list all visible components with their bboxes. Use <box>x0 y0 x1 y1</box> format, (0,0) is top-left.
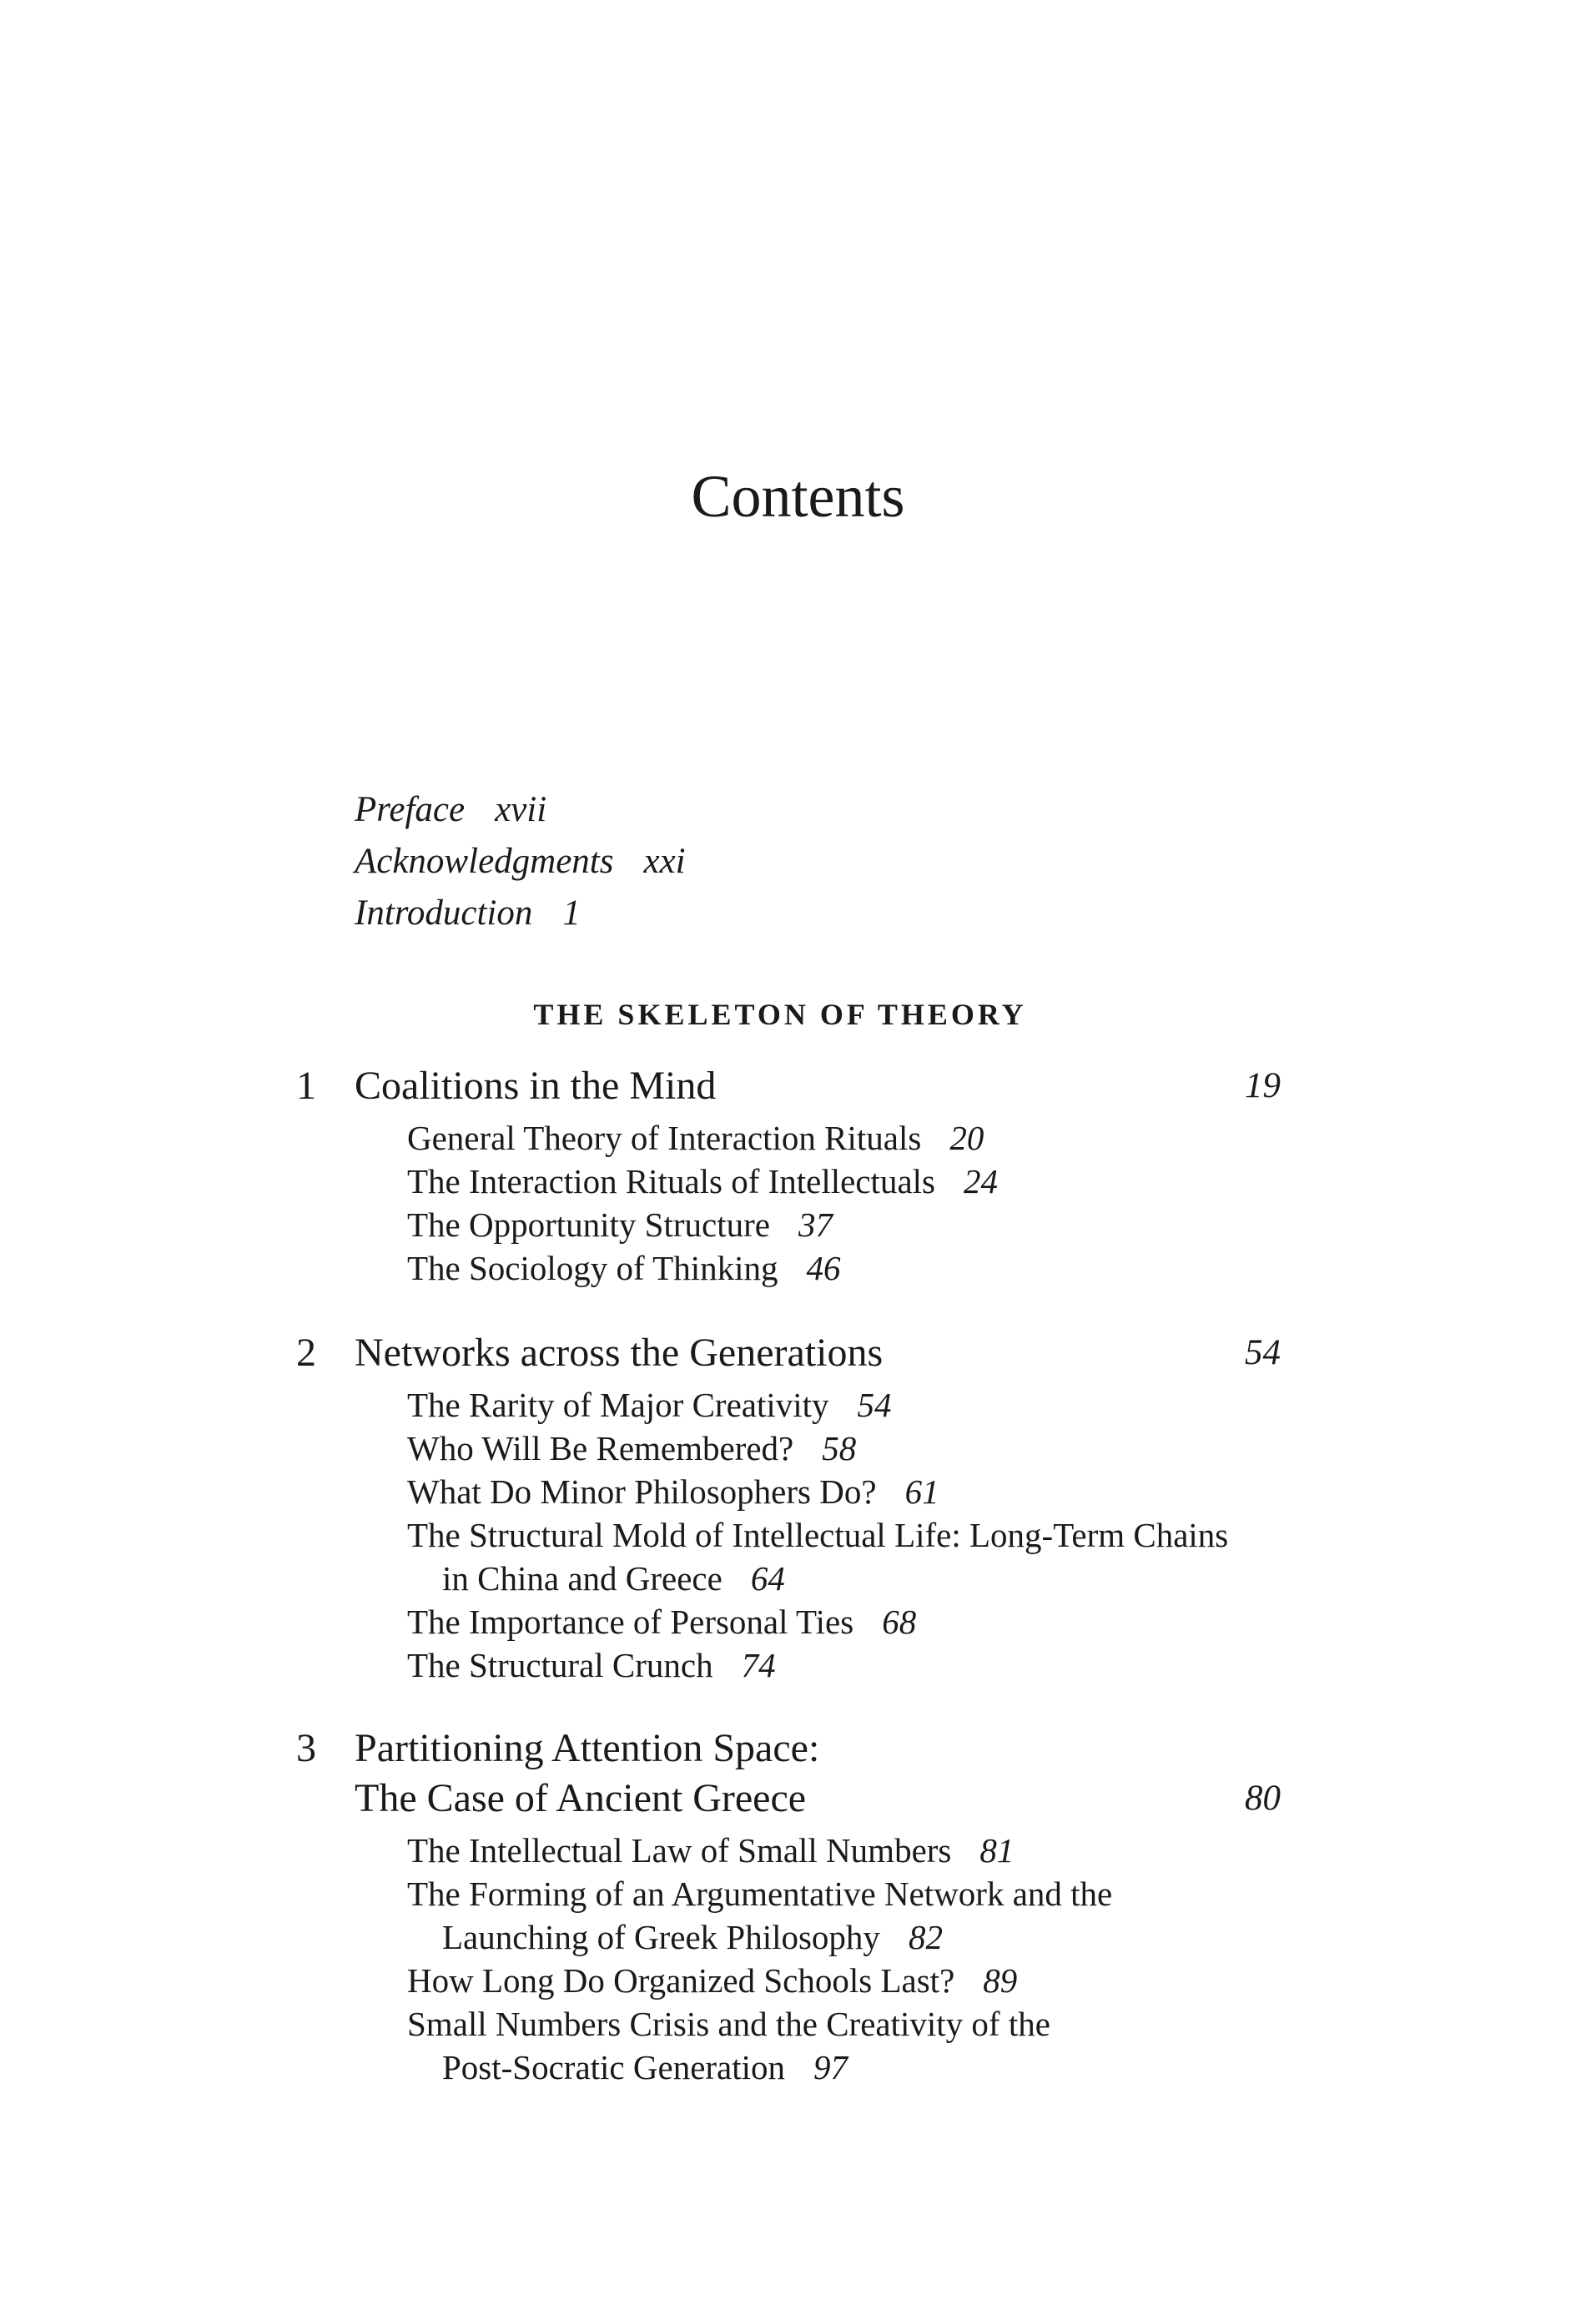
section-entry[interactable] <box>407 1600 1281 1643</box>
section-page: 81 <box>979 1831 1014 1870</box>
section-page: 54 <box>857 1386 892 1424</box>
chapter-2 <box>296 1328 1281 1687</box>
section-title: The Opportunity Structure <box>407 1205 770 1244</box>
chapter-title: Networks across the Generations <box>355 1331 884 1375</box>
chapter-heading[interactable] <box>296 1724 1281 1824</box>
section-entry[interactable] <box>407 1246 1281 1290</box>
front-matter-label: Preface <box>355 790 466 829</box>
section-page: 58 <box>822 1429 857 1467</box>
section-title: The Structural Mold of Intellectual Life: Long-Term Chains <box>407 1516 1229 1554</box>
chapter-title-continued: The Case of Ancient Greece <box>355 1776 807 1820</box>
section-page: 24 <box>964 1162 998 1200</box>
section-page: 46 <box>806 1249 841 1287</box>
chapter-number: 1 <box>296 1064 316 1108</box>
chapter-number: 2 <box>296 1331 316 1375</box>
section-entry[interactable] <box>407 1116 1281 1160</box>
front-matter-page: xxi <box>643 842 686 881</box>
chapter-number: 3 <box>296 1726 316 1770</box>
section-title: The Structural Crunch <box>407 1646 713 1684</box>
section-page: 61 <box>904 1472 939 1511</box>
front-matter-label: Acknowledgments <box>355 842 614 881</box>
section-title: Who Will Be Remembered? <box>407 1429 794 1467</box>
section-entry[interactable] <box>407 1427 1281 1470</box>
section-title: The Importance of Personal Ties <box>407 1603 854 1641</box>
front-matter-item[interactable] <box>355 836 686 888</box>
chapter-page: 80 <box>1245 1779 1281 1818</box>
chapter-3 <box>296 1724 1281 2089</box>
section-title: Small Numbers Crisis and the Creativity of the <box>407 2005 1050 2043</box>
page-title: Contents <box>691 463 905 530</box>
chapter-title: Coalitions in the Mind <box>355 1064 717 1108</box>
section-title: The Interaction Rituals of Intellectuals <box>407 1162 935 1200</box>
section-entry[interactable] <box>407 1513 1281 1600</box>
section-title-continued: in China and Greece <box>442 1559 722 1598</box>
section-entry[interactable] <box>407 1470 1281 1513</box>
section-entry[interactable] <box>407 1203 1281 1246</box>
section-entry[interactable] <box>407 1959 1281 2002</box>
front-matter-page: xvii <box>495 790 547 829</box>
chapter-title: Partitioning Attention Space: <box>355 1726 820 1770</box>
section-title: The Sociology of Thinking <box>407 1249 778 1287</box>
section-entry[interactable] <box>407 1872 1281 1959</box>
section-list <box>407 1383 1281 1687</box>
chapter-heading[interactable] <box>296 1061 1281 1111</box>
section-title: The Forming of an Argumentative Network and the <box>407 1875 1113 1913</box>
chapter-1 <box>296 1061 1281 1290</box>
section-page: 64 <box>750 1559 785 1598</box>
section-entry[interactable] <box>407 2002 1281 2089</box>
section-title: General Theory of Interaction Rituals <box>407 1119 922 1157</box>
front-matter-list <box>355 784 686 939</box>
section-title: The Intellectual Law of Small Numbers <box>407 1831 952 1870</box>
section-entry[interactable] <box>407 1829 1281 1872</box>
section-page: 20 <box>949 1119 984 1157</box>
front-matter-page: 1 <box>562 893 581 933</box>
section-title-continued: Post-Socratic Generation <box>442 2048 786 2086</box>
section-title: What Do Minor Philosophers Do? <box>407 1472 877 1511</box>
section-title: How Long Do Organized Schools Last? <box>407 1961 955 2000</box>
chapter-heading[interactable] <box>296 1328 1281 1378</box>
part-title: THE SKELETON OF THEORY <box>533 998 1027 1031</box>
section-page: 82 <box>908 1918 943 1956</box>
section-page: 68 <box>882 1603 917 1641</box>
section-entry[interactable] <box>407 1383 1281 1427</box>
chapter-page: 54 <box>1245 1333 1281 1372</box>
chapter-page: 19 <box>1245 1066 1281 1105</box>
front-matter-label: Introduction <box>355 893 533 933</box>
section-entry[interactable] <box>407 1160 1281 1203</box>
front-matter-item[interactable] <box>355 784 686 836</box>
section-title: The Rarity of Major Creativity <box>407 1386 829 1424</box>
section-page: 37 <box>798 1205 833 1244</box>
section-list <box>407 1829 1281 2089</box>
section-title-continued: Launching of Greek Philosophy <box>442 1918 880 1956</box>
section-entry[interactable] <box>407 1643 1281 1687</box>
section-page: 89 <box>983 1961 1018 2000</box>
section-list <box>407 1116 1281 1290</box>
section-page: 97 <box>813 2048 848 2086</box>
section-page: 74 <box>741 1646 776 1684</box>
front-matter-item[interactable] <box>355 888 686 939</box>
